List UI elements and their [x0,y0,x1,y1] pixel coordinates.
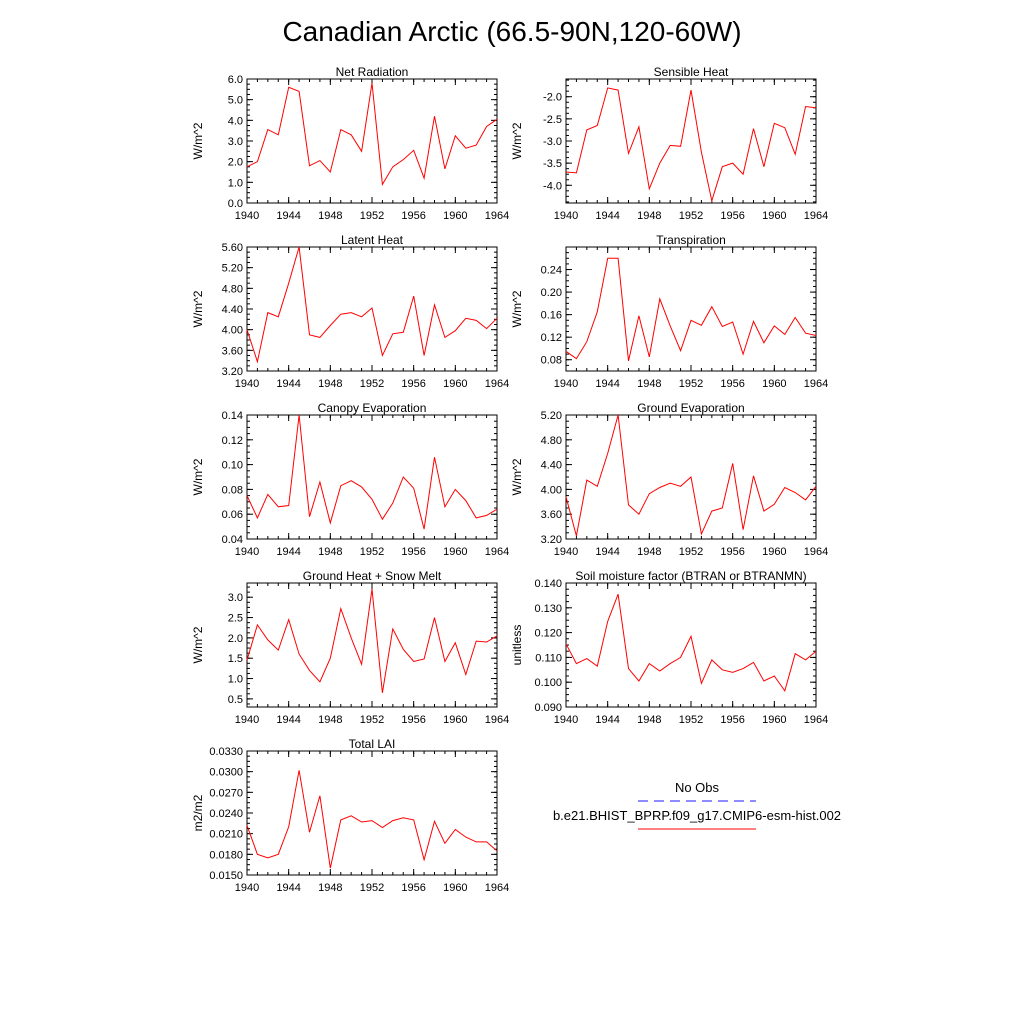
x-tick-label: 1948 [318,714,343,726]
x-tick-label: 1952 [678,714,704,726]
panel-6 [510,401,828,558]
y-tick-label: 0.0 [227,198,243,210]
x-tick-label: 1940 [553,546,579,558]
y-tick-label: 0.130 [534,602,562,615]
x-tick-label: 1960 [762,378,787,390]
plot-frame [247,583,497,707]
y-tick-label: 3.0 [227,592,243,605]
y-tick-label: 1.0 [227,177,243,190]
y-tick-label: 3.0 [227,136,243,148]
y-tick-label: 5.60 [221,242,243,254]
x-tick-label: 1964 [484,882,510,894]
y-tick-label: 5.0 [227,94,243,107]
x-tick-label: 1964 [803,546,829,558]
x-tick-label: 1960 [762,714,787,726]
panel-title: Canopy Evaporation [317,401,427,415]
x-tick-label: 1956 [720,210,745,222]
y-tick-label: 0.0180 [209,849,243,862]
x-tick-label: 1944 [595,210,620,222]
x-tick-label: 1964 [803,714,829,726]
x-tick-label: 1956 [720,378,745,390]
x-tick-label: 1944 [276,546,301,558]
panel-title: Transpiration [656,233,726,247]
x-tick-label: 1948 [318,882,343,894]
panel-title: Ground Evaporation [637,401,745,415]
x-tick-label: 1960 [443,378,468,390]
x-tick-label: 1944 [276,210,301,222]
x-tick-label: 1948 [318,378,343,390]
x-tick-label: 1952 [359,210,385,222]
y-tick-label: 3.60 [221,345,243,358]
panel-title: Ground Heat + Snow Melt [302,569,442,583]
x-tick-label: 1960 [443,882,468,894]
y-tick-label: 5.20 [540,410,562,422]
x-tick-label: 1940 [234,378,260,390]
panel-title: Latent Heat [340,233,404,247]
panel-9 [191,737,509,894]
y-tick-label: 0.100 [534,677,562,690]
y-tick-label: -2.0 [543,91,562,104]
y-tick-label: 0.08 [221,484,243,497]
y-tick-label: 0.12 [221,434,243,447]
panel-2 [510,65,828,222]
plot-frame [247,751,497,875]
y-tick-label: 0.16 [540,309,562,322]
y-tick-label: 5.20 [221,262,243,275]
series-line [566,88,816,201]
panel-4 [510,233,828,390]
y-axis-label: W/m^2 [191,290,205,328]
y-tick-label: 0.5 [227,693,243,706]
x-tick-label: 1940 [234,714,260,726]
x-tick-label: 1964 [484,210,510,222]
y-axis-label: W/m^2 [191,626,205,664]
series-line [566,415,816,536]
y-tick-label: 3.60 [540,509,562,522]
x-tick-label: 1948 [637,546,662,558]
x-tick-label: 1956 [401,882,426,894]
x-tick-label: 1952 [359,714,385,726]
y-axis-label: W/m^2 [510,458,524,496]
plot-frame [247,415,497,539]
y-tick-label: 0.0240 [209,808,243,820]
legend [553,780,841,829]
x-tick-label: 1956 [401,378,426,390]
panel-title: Sensible Heat [653,65,729,79]
y-tick-label: 0.0150 [209,870,243,882]
y-tick-label: 0.0210 [209,828,243,841]
panels-container [191,65,828,894]
y-tick-label: 0.110 [535,652,562,665]
series-line [566,594,816,691]
y-tick-label: 0.20 [540,287,562,300]
y-tick-label: 0.10 [221,459,243,472]
panel-title: Total LAI [348,737,396,751]
figure-title: Canadian Arctic (66.5-90N,120-60W) [282,16,742,47]
y-axis-label: W/m^2 [191,122,205,160]
y-axis-label: unitless [510,624,524,666]
plot-frame [566,583,816,707]
y-tick-label: 0.04 [221,534,243,546]
x-tick-label: 1952 [678,378,704,390]
y-tick-label: 0.090 [534,702,562,714]
y-tick-label: 0.06 [221,509,243,522]
y-tick-label: 4.40 [221,304,243,316]
x-tick-label: 1956 [720,546,745,558]
x-tick-label: 1940 [234,210,260,222]
y-tick-label: 0.0330 [209,746,243,758]
x-tick-label: 1952 [359,546,385,558]
x-tick-label: 1944 [276,714,301,726]
series-line [247,83,497,184]
y-tick-label: -3.5 [543,158,562,171]
series-line [247,415,497,529]
series-line [566,258,816,361]
x-tick-label: 1960 [443,714,468,726]
y-axis-label: W/m^2 [510,290,524,328]
x-tick-label: 1940 [553,210,579,222]
series-line [247,770,497,868]
y-tick-label: 1.0 [227,673,243,686]
x-tick-label: 1944 [276,882,301,894]
x-tick-label: 1952 [678,546,704,558]
plot-frame [566,79,816,203]
y-tick-label: -2.5 [543,113,562,126]
y-tick-label: 0.120 [534,627,562,640]
x-tick-label: 1964 [484,546,510,558]
y-tick-label: 4.40 [540,459,562,472]
x-tick-label: 1944 [595,378,620,390]
legend-model-label: b.e21.BHIST_BPRP.f09_g17.CMIP6-esm-hist.002 [552,808,842,823]
y-tick-label: 3.20 [221,366,243,378]
y-tick-label: 4.80 [540,434,562,447]
plot-frame [566,247,816,371]
panel-title: Net Radiation [335,65,409,79]
panel-3 [191,233,509,390]
y-tick-label: 4.00 [540,484,562,497]
y-tick-label: 0.0300 [209,766,243,779]
x-tick-label: 1960 [443,546,468,558]
y-tick-label: 4.00 [221,324,243,337]
y-tick-label: 6.0 [227,74,243,86]
panel-8 [510,569,828,726]
x-tick-label: 1944 [595,714,620,726]
y-tick-label: -4.0 [543,180,562,193]
legend-obs-label: No Obs [674,780,720,795]
x-tick-label: 1948 [637,714,662,726]
x-tick-label: 1956 [401,714,426,726]
x-tick-label: 1964 [484,714,510,726]
y-tick-label: 2.5 [227,612,243,625]
x-tick-label: 1944 [595,546,620,558]
panel-7 [191,569,509,726]
x-tick-label: 1940 [553,714,579,726]
y-tick-label: 4.0 [227,115,243,128]
y-tick-label: 4.80 [221,283,243,296]
series-line [247,589,497,693]
x-tick-label: 1948 [318,546,343,558]
y-tick-label: -3.0 [543,136,562,148]
y-tick-label: 2.0 [227,156,243,169]
y-tick-label: 3.20 [540,534,562,546]
x-tick-label: 1956 [401,210,426,222]
y-tick-label: 1.5 [227,653,243,666]
y-tick-label: 2.0 [227,632,243,645]
y-tick-label: 0.12 [540,332,562,345]
x-tick-label: 1940 [234,882,260,894]
x-tick-label: 1948 [318,210,343,222]
y-tick-label: 0.140 [534,578,562,590]
x-tick-label: 1952 [678,210,704,222]
x-tick-label: 1952 [359,378,385,390]
x-tick-label: 1960 [762,210,787,222]
panel-1 [191,65,509,222]
y-tick-label: 0.08 [540,354,562,367]
x-tick-label: 1960 [443,210,468,222]
x-tick-label: 1964 [803,378,829,390]
x-tick-label: 1956 [401,546,426,558]
panel-5 [191,401,509,558]
x-tick-label: 1960 [762,546,787,558]
x-tick-label: 1940 [234,546,260,558]
series-line [247,247,497,362]
x-tick-label: 1956 [720,714,745,726]
x-tick-label: 1952 [359,882,385,894]
x-tick-label: 1948 [637,378,662,390]
y-axis-label: m2/m2 [191,794,205,832]
y-tick-label: 0.14 [221,410,243,422]
y-tick-label: 0.0270 [209,787,243,800]
panel-title: Soil moisture factor (BTRAN or BTRANMN) [575,569,807,583]
y-axis-label: W/m^2 [191,458,205,496]
x-tick-label: 1964 [803,210,829,222]
x-tick-label: 1944 [276,378,301,390]
x-tick-label: 1948 [637,210,662,222]
x-tick-label: 1940 [553,378,579,390]
y-tick-label: 0.24 [540,264,562,277]
x-tick-label: 1964 [484,378,510,390]
y-axis-label: W/m^2 [510,122,524,160]
